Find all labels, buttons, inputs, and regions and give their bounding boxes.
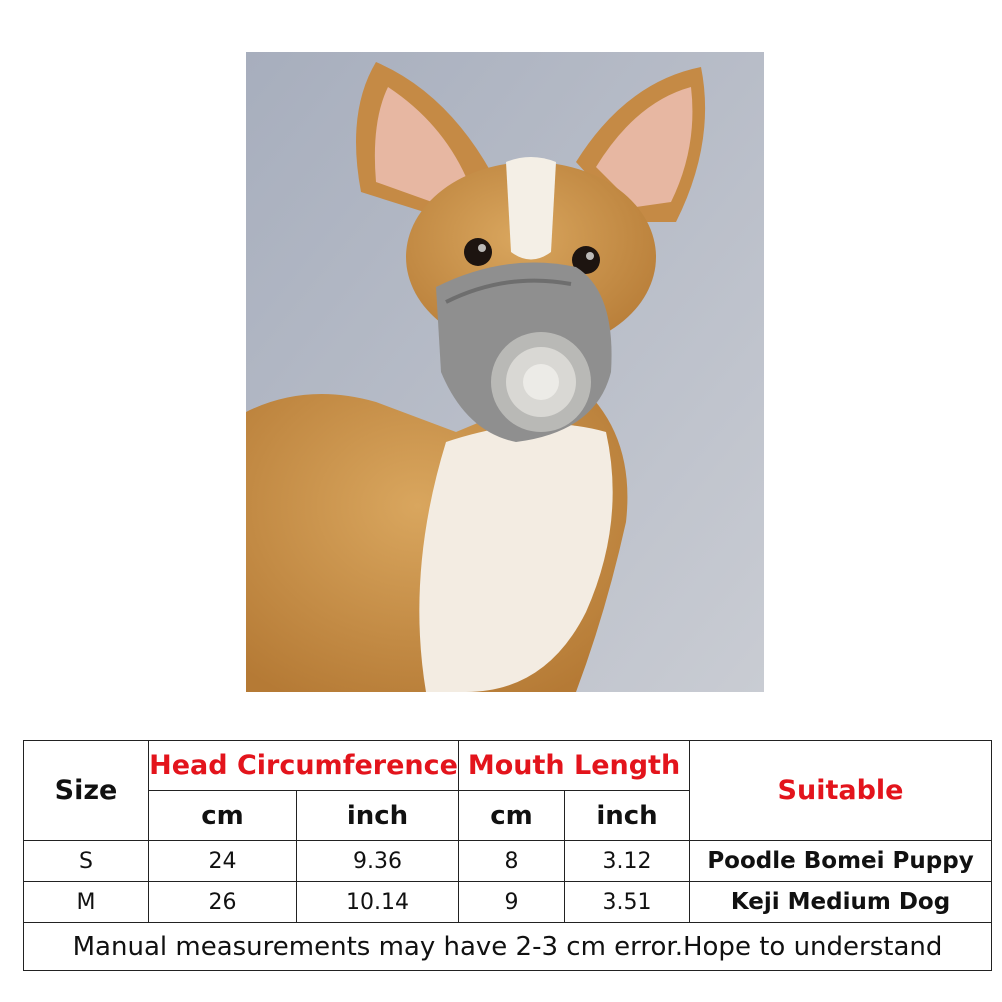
mouth-inch-cell: 3.51 [565,882,690,923]
mouth-cm-unit: cm [459,791,565,841]
mouth-inch-unit: inch [565,791,690,841]
head-circumference-header: Head Circumference [149,741,459,791]
suitable-header: Suitable [690,741,992,841]
head-inch-cell: 9.36 [297,841,459,882]
product-photo [246,52,764,692]
mouth-length-header: Mouth Length [459,741,690,791]
size-cell: M [24,882,149,923]
corgi-mask-illustration [246,52,764,692]
head-inch-cell: 10.14 [297,882,459,923]
suitable-cell: Poodle Bomei Puppy [690,841,992,882]
measurement-note: Manual measurements may have 2-3 cm error.Hope to understand [24,923,992,971]
suitable-cell: Keji Medium Dog [690,882,992,923]
head-cm-cell: 24 [149,841,297,882]
table-row [24,882,992,923]
table-row [24,841,992,882]
mouth-cm-cell: 8 [459,841,565,882]
size-chart-table [23,740,992,971]
size-cell: S [24,841,149,882]
head-cm-unit: cm [149,791,297,841]
mouth-cm-cell: 9 [459,882,565,923]
mouth-inch-cell: 3.12 [565,841,690,882]
head-cm-cell: 26 [149,882,297,923]
size-header: Size [24,741,149,841]
head-inch-unit: inch [297,791,459,841]
